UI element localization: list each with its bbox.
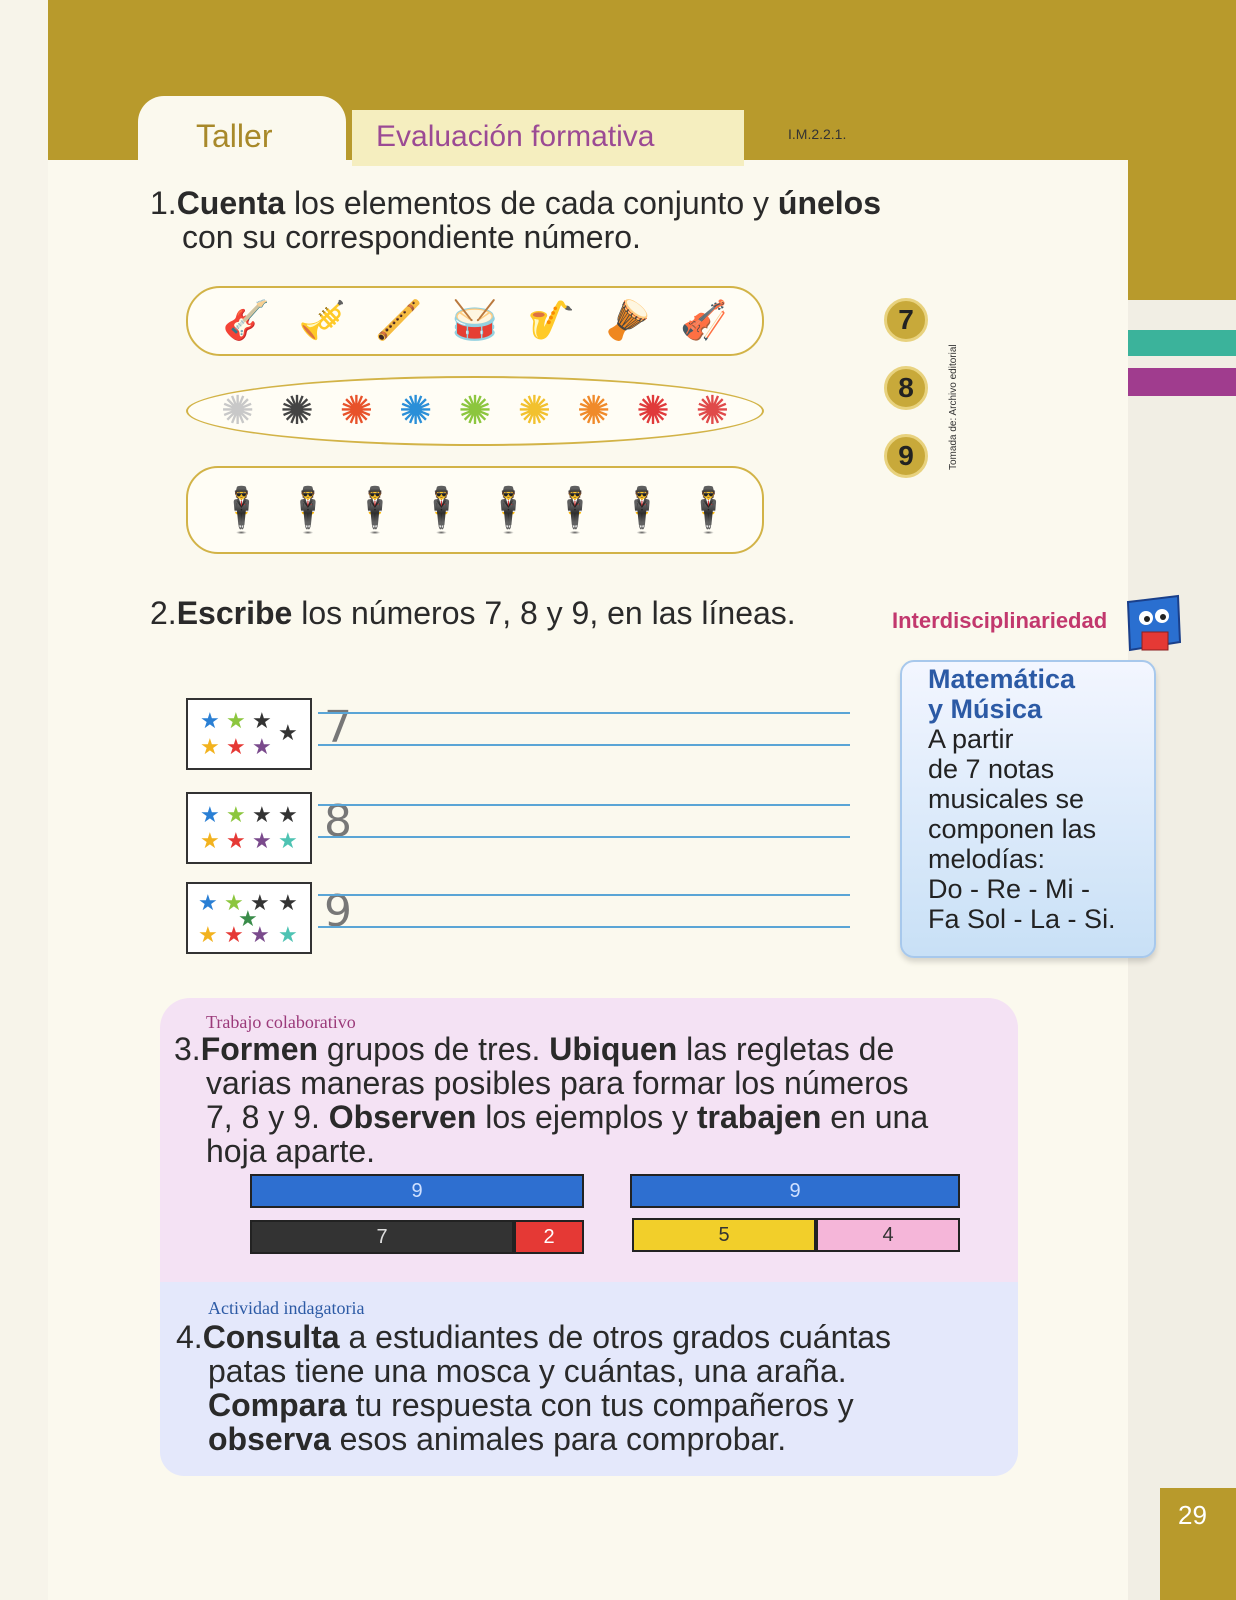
- interdisciplinariedad-box: [900, 660, 1156, 958]
- indicator-code: I.M.2.2.1.: [788, 126, 847, 142]
- question-2: [150, 596, 850, 630]
- star-icon: ★: [198, 922, 218, 947]
- inter-body-line: melodías:: [928, 844, 1046, 874]
- inter-body: [928, 724, 1116, 934]
- q3-number: 3.: [174, 1031, 201, 1067]
- q1-bold2: únelos: [777, 185, 882, 221]
- star-icon: ★: [224, 922, 244, 947]
- manchas-item-icon: ✺: [517, 389, 552, 433]
- inter-body-line: Do - Re - Mi -: [928, 874, 1090, 904]
- personas-item-icon: 🕴: [414, 486, 470, 535]
- writing-line[interactable]: [318, 804, 850, 806]
- q4-bold1: Consulta: [202, 1319, 340, 1355]
- star-icon: ★: [278, 802, 298, 827]
- trace-digit-9: 9: [324, 886, 352, 937]
- star-icon: ★: [198, 890, 218, 915]
- writing-line[interactable]: [318, 926, 850, 928]
- star-icon: ★: [278, 922, 298, 947]
- q1-bold1: Cuenta: [176, 185, 286, 221]
- inter-body-line: Fa Sol - La - Si.: [928, 904, 1116, 934]
- q4-line2: patas tiene una mosca y cuántas, una araña.: [208, 1353, 847, 1389]
- question-3: [174, 1032, 1004, 1168]
- star-icon: ★: [250, 922, 270, 947]
- star-set-9: [186, 882, 312, 954]
- personas-item-icon: 🕴: [280, 486, 336, 535]
- instrumentos-item-icon: 🎸: [222, 300, 270, 342]
- q3-line3c: en una: [821, 1099, 929, 1135]
- star-icon: ★: [226, 828, 246, 853]
- page-number: 29: [1160, 1488, 1236, 1600]
- rod-2: 2: [514, 1220, 584, 1254]
- q4-number: 4.: [176, 1319, 203, 1355]
- q3-text2: las regletas de: [677, 1031, 895, 1067]
- star-icon: ★: [224, 890, 244, 915]
- q4-sublabel: Actividad indagatoria: [208, 1298, 365, 1318]
- personas-item-icon: 🕴: [547, 486, 603, 535]
- star-icon: ★: [252, 734, 272, 759]
- q3-line2: varias maneras posibles para formar los números: [206, 1065, 909, 1101]
- interdisciplinariedad-label: Interdisciplinariedad: [892, 608, 1108, 633]
- purple-marker: [1128, 368, 1236, 396]
- instrumentos-item-icon: 🎻: [680, 300, 728, 342]
- inter-title-line2: y Música: [928, 694, 1043, 724]
- q3-line3a: 7, 8 y 9.: [206, 1099, 329, 1135]
- image-credit: Tomada de: Archivo editorial: [948, 344, 959, 470]
- q4-text1: a estudiantes de otros grados cuántas: [339, 1319, 892, 1355]
- personas-item-icon: 🕴: [480, 486, 536, 535]
- rod-4: 4: [816, 1218, 960, 1252]
- q4-text3: esos animales para comprobar.: [330, 1421, 787, 1457]
- q3-line3b: los ejemplos y: [476, 1099, 697, 1135]
- star-icon: ★: [238, 906, 258, 931]
- manchas-item-icon: ✺: [636, 389, 670, 433]
- q2-text: los números 7, 8 y 9, en las líneas.: [292, 595, 796, 631]
- instrumentos-item-icon: 🎺: [298, 300, 347, 342]
- instrumentos-item-icon: 🎷: [527, 300, 575, 342]
- rod-7: 7: [250, 1220, 514, 1254]
- instrumentos-item-icon: 🪘: [603, 300, 652, 342]
- q1-text1: los elementos de cada conjunto y: [285, 185, 778, 221]
- star-icon: ★: [200, 734, 220, 759]
- star-icon: ★: [252, 708, 272, 733]
- number-circle-8[interactable]: 8: [884, 366, 928, 410]
- star-set-7: [186, 698, 312, 770]
- manchas-item-icon: ✺: [280, 389, 314, 433]
- number-circle-9[interactable]: 9: [884, 434, 928, 478]
- manchas-item-icon: ✺: [339, 389, 374, 433]
- inter-body-line: de 7 notas: [928, 754, 1055, 784]
- star-icon: ★: [226, 734, 246, 759]
- personas-item-icon: 🕴: [213, 486, 269, 535]
- star-icon: ★: [278, 720, 298, 745]
- q4-bold2: Compara: [208, 1387, 347, 1423]
- manchas-item-icon: ✺: [576, 389, 611, 433]
- tab-evaluacion-label: Evaluación formativa: [376, 120, 655, 153]
- q1-text2: con su correspondiente número.: [182, 219, 641, 255]
- star-icon: ★: [226, 708, 246, 733]
- q1-number: 1.: [150, 185, 177, 221]
- tab-taller-label: Taller: [196, 118, 273, 154]
- star-icon: ★: [278, 890, 298, 915]
- tab-evaluacion: [352, 110, 744, 166]
- green-marker: [1128, 330, 1236, 356]
- writing-line[interactable]: [318, 744, 850, 746]
- set-instruments: [186, 286, 764, 356]
- star-icon: ★: [252, 828, 272, 853]
- set-people: [186, 466, 764, 554]
- instrumentos-item-icon: 🪈: [375, 300, 423, 342]
- star-icon: ★: [250, 890, 270, 915]
- instrumentos-item-icon: 🥁: [451, 300, 499, 342]
- question-4: [176, 1320, 1006, 1456]
- q3-bold4: trabajen: [696, 1099, 822, 1135]
- book-mascot-icon: [1120, 594, 1186, 658]
- star-icon: ★: [252, 802, 272, 827]
- manchas-item-icon: ✺: [458, 389, 492, 433]
- q2-bold: Escribe: [176, 595, 293, 631]
- set-splashes: [186, 376, 764, 446]
- inter-title: [928, 664, 1075, 724]
- star-icon: ★: [200, 802, 220, 827]
- question-1: [150, 186, 1000, 254]
- rod-9-right: 9: [630, 1174, 960, 1208]
- personas-item-icon: 🕴: [347, 486, 403, 535]
- personas-item-icon: 🕴: [681, 486, 737, 535]
- tab-taller: [138, 96, 346, 170]
- personas-item-icon: 🕴: [614, 486, 670, 535]
- q4-bold3: observa: [208, 1421, 331, 1457]
- q3-text1: grupos de tres.: [318, 1031, 550, 1067]
- q3-bold3: Observen: [328, 1099, 477, 1135]
- trace-digit-7: 7: [324, 702, 352, 753]
- number-circle-7[interactable]: 7: [884, 298, 928, 342]
- star-icon: ★: [200, 828, 220, 853]
- rod-9-left: 9: [250, 1174, 584, 1208]
- q3-sublabel: Trabajo colaborativo: [206, 1012, 356, 1032]
- manchas-item-icon: ✺: [695, 389, 730, 433]
- writing-line[interactable]: [318, 894, 850, 896]
- star-icon: ★: [278, 828, 298, 853]
- q4-text2: tu respuesta con tus compañeros y: [346, 1387, 854, 1423]
- inter-body-line: musicales se: [928, 784, 1085, 814]
- q3-bold1: Formen: [200, 1031, 319, 1067]
- inter-body-line: componen las: [928, 814, 1097, 844]
- star-icon: ★: [200, 708, 220, 733]
- q3-bold2: Ubiquen: [549, 1031, 678, 1067]
- writing-line[interactable]: [318, 836, 850, 838]
- writing-line[interactable]: [318, 712, 850, 714]
- inter-body-line: A partir: [928, 724, 1014, 754]
- manchas-item-icon: ✺: [220, 389, 255, 433]
- q2-number: 2.: [150, 595, 177, 631]
- trace-digit-8: 8: [324, 796, 352, 847]
- star-set-8: [186, 792, 312, 864]
- rod-5: 5: [632, 1218, 816, 1252]
- star-icon: ★: [226, 802, 246, 827]
- inter-title-line1: Matemática: [928, 664, 1076, 694]
- manchas-item-icon: ✺: [398, 389, 433, 433]
- q3-line4: hoja aparte.: [206, 1133, 376, 1169]
